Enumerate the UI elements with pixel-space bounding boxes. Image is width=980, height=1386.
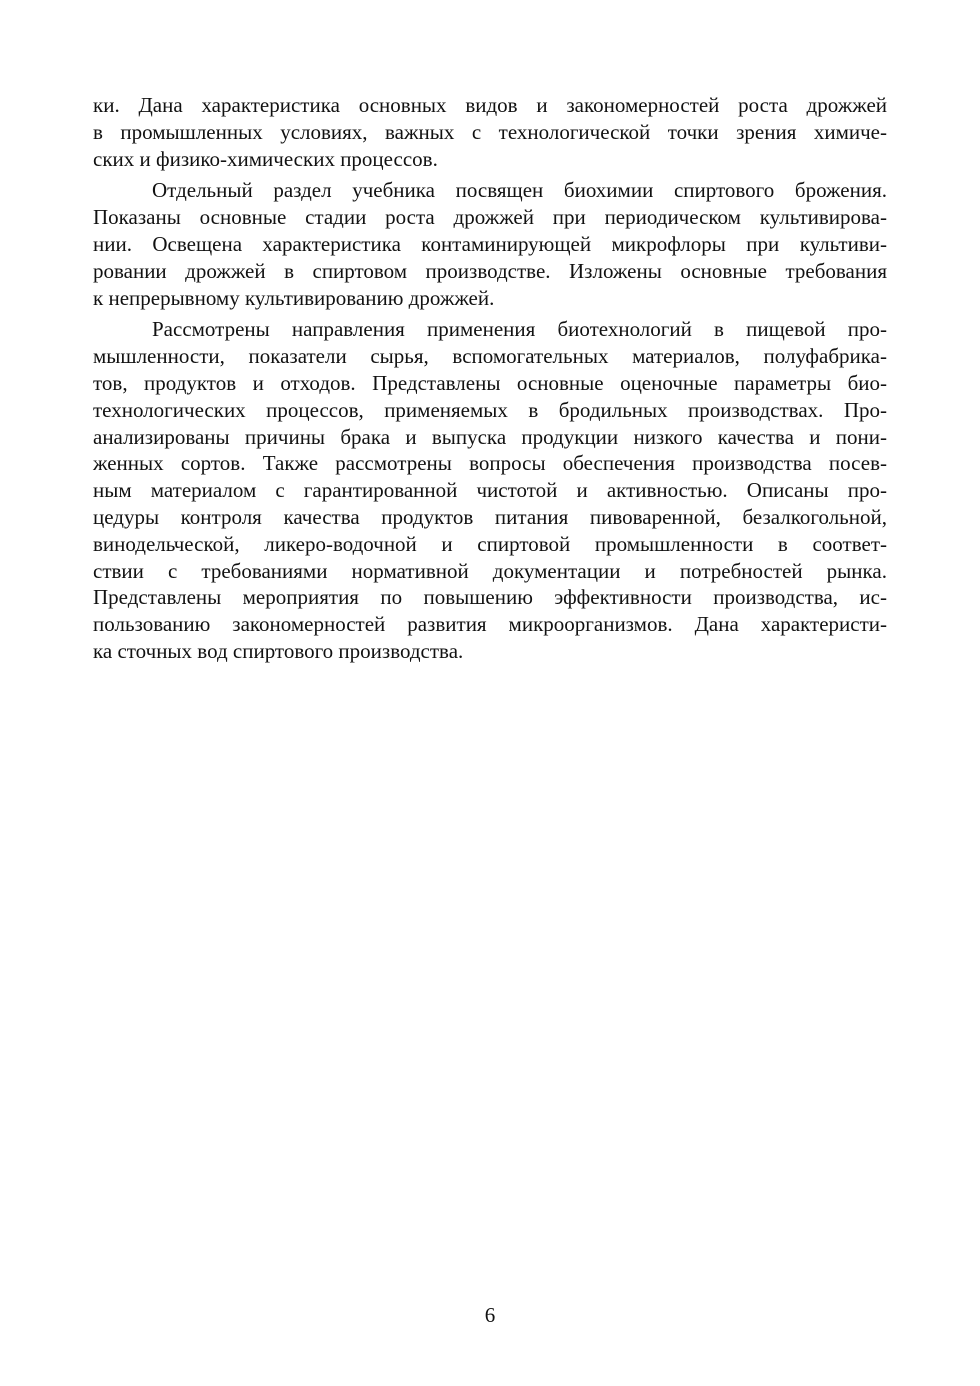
text-line: винодельческой, ликеро-водочной и спиртовой промышленности в соответ- bbox=[93, 531, 887, 556]
page-number: 6 bbox=[484, 1303, 496, 1327]
body-text bbox=[93, 92, 887, 670]
text-line: Отдельный раздел учебника посвящен биохимии спиртового брожения. bbox=[152, 178, 887, 203]
paragraph-3 bbox=[93, 316, 887, 664]
text-line: ка сточных вод спиртового производства. bbox=[93, 638, 464, 663]
text-line: в промышленных условиях, важных с технологической точки зрения химиче- bbox=[93, 119, 887, 144]
text-line: ки. Дана характеристика основных видов и закономерностей роста дрожжей bbox=[93, 93, 887, 117]
text-line: ских и физико-химических процессов. bbox=[93, 146, 438, 171]
text-line: к непрерывному культивированию дрожжей. bbox=[93, 285, 495, 310]
text-line: Рассмотрены направления применения биотехнологий в пищевой про- bbox=[152, 317, 887, 342]
text-line: Показаны основные стадии роста дрожжей при периодическом культивирова- bbox=[93, 205, 887, 230]
text-line: технологических процессов, применяемых в бродильных производствах. Про- bbox=[93, 397, 887, 422]
paragraph-1 bbox=[93, 92, 887, 172]
text-line: ным материалом с гарантированной чистотой и активностью. Описаны про- bbox=[93, 478, 887, 503]
paragraph-2 bbox=[93, 177, 887, 311]
text-line: мышленности, показатели сырья, вспомогательных материалов, полуфабрика- bbox=[93, 344, 887, 369]
text-line: пользованию закономерностей развития микроорганизмов. Дана характеристи- bbox=[93, 612, 887, 637]
text-line: ровании дрожжей в спиртовом производстве. Изложены основные требования bbox=[93, 258, 887, 283]
text-line: цедуры контроля качества продуктов питания пивоваренной, безалкогольной, bbox=[93, 504, 887, 529]
text-line: нии. Освещена характеристика контаминирующей микрофлоры при культиви- bbox=[93, 231, 887, 256]
text-line: тов, продуктов и отходов. Представлены основные оценочные параметры био- bbox=[93, 370, 887, 395]
text-line: ствии с требованиями нормативной документации и потребностей рынка. bbox=[93, 558, 887, 583]
text-line: Представлены мероприятия по повышению эффективности производства, ис- bbox=[93, 585, 887, 610]
text-line: анализированы причины брака и выпуска продукции низкого качества и пони- bbox=[93, 424, 887, 449]
text-line: женных сортов. Также рассмотрены вопросы обеспечения производства посев- bbox=[93, 451, 887, 476]
